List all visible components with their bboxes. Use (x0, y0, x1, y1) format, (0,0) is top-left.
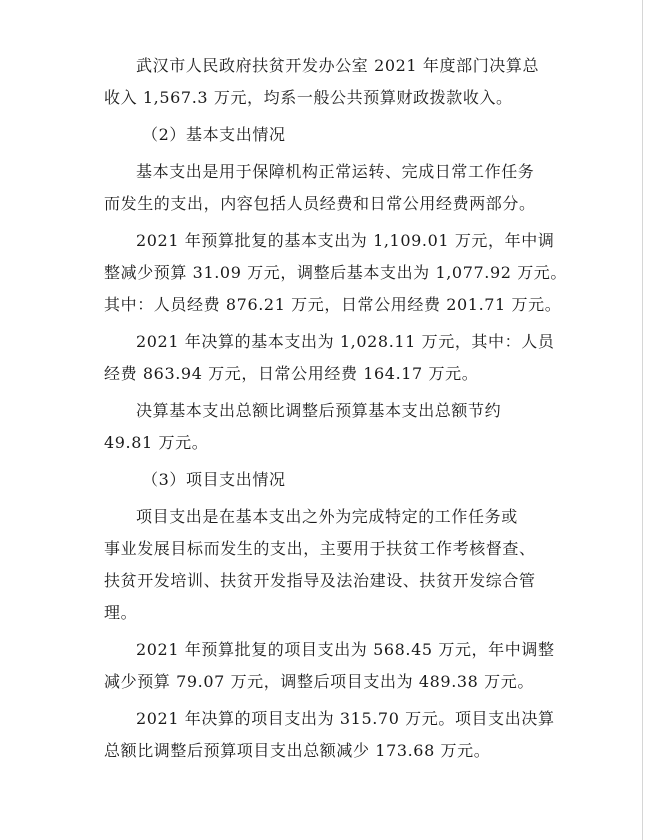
body-line: 减少预算 79.07 万元，调整后项目支出为 489.38 万元。 (104, 672, 534, 691)
body-line: 项目支出是在基本支出之外为完成特定的工作任务或 (136, 507, 518, 526)
body-line: 决算基本支出总额比调整后预算基本支出总额节约 (136, 401, 502, 420)
body-line: 基本支出是用于保障机构正常运转、完成日常工作任务 (136, 162, 535, 181)
body-line: 其中：人员经费 876.21 万元，日常公用经费 201.71 万元。 (104, 295, 562, 314)
body-line: 整减少预算 31.09 万元，调整后基本支出为 1,077.92 万元。 (104, 263, 567, 282)
body-line: 收入 1,567.3 万元，均系一般公共预算财政拨款收入。 (104, 88, 513, 107)
body-line: 49.81 万元。 (104, 433, 209, 452)
section-heading-basic-expenditure: （2）基本支出情况 (142, 125, 286, 144)
body-line: 2021 年预算批复的项目支出为 568.45 万元，年中调整 (136, 640, 555, 659)
body-line: 总额比调整后预算项目支出总额减少 173.68 万元。 (104, 741, 491, 760)
section-heading-project-expenditure: （3）项目支出情况 (142, 470, 286, 489)
body-line: 经费 863.94 万元，日常公用经费 164.17 万元。 (104, 364, 479, 383)
body-line: 武汉市人民政府扶贫开发办公室 2021 年度部门决算总 (136, 56, 540, 75)
body-line: 扶贫开发培训、扶贫开发指导及法治建设、扶贫开发综合管 (104, 571, 536, 590)
body-line: 2021 年预算批复的基本支出为 1,109.01 万元，年中调 (136, 231, 555, 250)
body-line: 2021 年决算的项目支出为 315.70 万元。项目支出决算 (136, 709, 555, 728)
document-body (104, 56, 567, 760)
body-line: 而发生的支出，内容包括人员经费和日常公用经费两部分。 (104, 194, 536, 213)
body-line: 事业发展目标而发生的支出，主要用于扶贫工作考核督查、 (104, 539, 536, 558)
body-line: 理。 (104, 603, 138, 622)
body-line: 2021 年决算的基本支出为 1,028.11 万元，其中：人员 (136, 332, 555, 351)
page-edge-divider (642, 0, 643, 840)
